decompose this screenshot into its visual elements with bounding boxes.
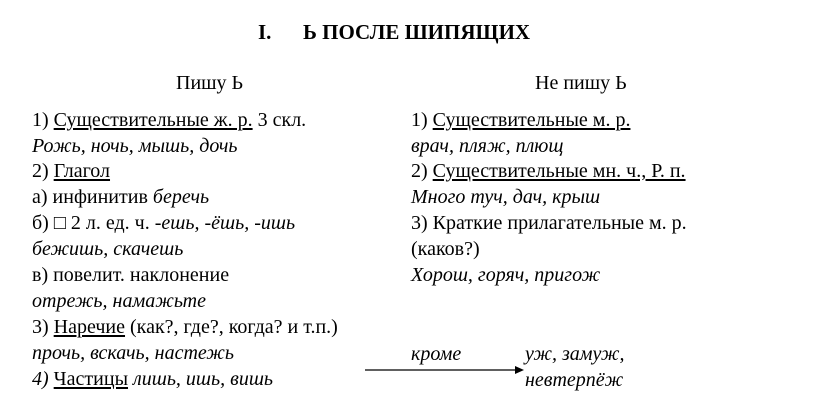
right-column-header: Не пишу Ь	[535, 72, 627, 94]
left-line-2: Рожь, ночь, мышь, дочь	[32, 135, 238, 157]
right-line-1: 1) Существительные м. р.	[411, 109, 631, 131]
exception-words-1: уж, замуж,	[525, 343, 625, 365]
noun-masculine-label: Существительные м. р.	[432, 109, 631, 131]
adverb-label: Наречие	[53, 316, 126, 338]
arrow-icon	[365, 364, 525, 376]
right-line-5: 3) Краткие прилагательные м. р.	[411, 212, 687, 234]
noun-plural-label: Существительные мн. ч., Р. п.	[432, 160, 686, 182]
left-line-4: а) инфинитив беречь	[32, 186, 210, 208]
verb-label: Глагол	[53, 160, 111, 182]
right-line-6: (каков?)	[411, 238, 480, 260]
title-text: Ь ПОСЛЕ ШИПЯЩИХ	[303, 20, 531, 44]
right-line-3: 2) Существительные мн. ч., Р. п.	[411, 160, 686, 182]
left-line-5: б) □ 2 л. ед. ч. -ешь, -ёшь, -ишь	[32, 212, 296, 234]
left-line-10: прочь, вскачь, настежь	[32, 342, 234, 364]
right-line-2: врач, пляж, плющ	[411, 135, 564, 157]
exception-words-2: невтерпёж	[525, 369, 624, 391]
left-line-1: 1) Существительные ж. р. 3 скл.	[32, 109, 307, 131]
left-line-11: 4) Частицы лишь, ишь, вишь	[32, 368, 274, 390]
particles-label: Частицы	[53, 368, 129, 390]
left-line-8: отрежь, намажьте	[32, 290, 206, 312]
except-word: кроме	[411, 343, 462, 365]
right-line-4: Много туч, дач, крыш	[411, 186, 601, 208]
left-line-7: в) повелит. наклонение	[32, 264, 230, 286]
left-column-header: Пишу Ь	[176, 72, 244, 94]
title-number: I.	[258, 20, 272, 44]
left-line-3: 2) Глагол	[32, 160, 111, 182]
noun-feminine-label: Существительные ж. р.	[53, 109, 253, 131]
right-line-7: Хорош, горяч, пригож	[411, 264, 601, 286]
left-line-6: бежишь, скачешь	[32, 238, 184, 260]
left-line-9: 3) Наречие (как?, где?, когда? и т.п.)	[32, 316, 338, 338]
